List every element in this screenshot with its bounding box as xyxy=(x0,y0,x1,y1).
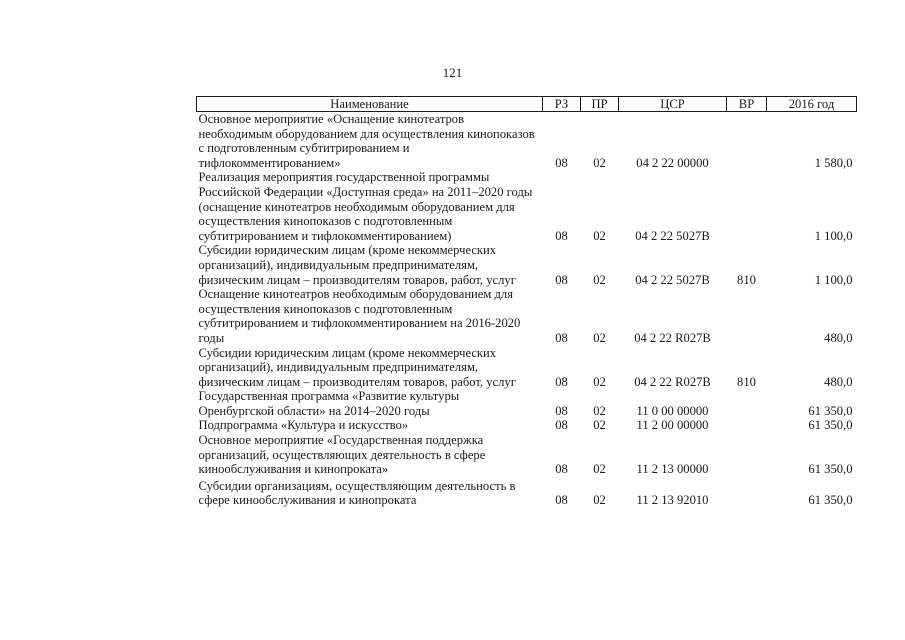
row-name: Субсидии юридическим лицам (кроме некоммерческих организаций), индивидуальным предпринимателям, физическим лицам – производителям товаров, работ, услуг xyxy=(198,345,516,389)
row-rz: 08 xyxy=(555,493,568,508)
table-row xyxy=(197,112,857,171)
header-name: Наименование xyxy=(197,97,543,112)
table-row xyxy=(197,346,857,390)
row-vr xyxy=(727,433,767,477)
row-pr: 02 xyxy=(593,272,606,287)
row-pr: 02 xyxy=(593,228,606,243)
header-year: 2016 год xyxy=(767,97,857,112)
header-rz: РЗ xyxy=(543,97,581,112)
row-pr: 02 xyxy=(593,403,606,418)
table-row xyxy=(197,287,857,345)
header-csr: ЦСР xyxy=(619,97,727,112)
row-name: Подпрограмма «Культура и искусство» xyxy=(198,418,409,433)
row-rz: 08 xyxy=(555,228,568,243)
row-amount: 61 350,0 xyxy=(808,418,853,433)
row-pr: 02 xyxy=(593,330,606,345)
row-pr: 02 xyxy=(593,493,606,508)
table-row xyxy=(197,477,857,508)
row-rz: 08 xyxy=(555,462,568,477)
row-csr: 04 2 22 R027В xyxy=(634,374,711,389)
row-amount: 61 350,0 xyxy=(808,462,853,477)
table-row xyxy=(197,170,857,243)
row-name: Оснащение кинотеатров необходимым оборудованием для осуществления кинопоказов с подготовленным субтитрированием и тифлокомментированием на 2016-2020 годы xyxy=(198,287,521,345)
row-amount: 1 100,0 xyxy=(814,228,853,243)
row-rz: 08 xyxy=(555,374,568,389)
row-vr xyxy=(727,112,767,171)
row-vr xyxy=(727,170,767,243)
header-vr: ВР xyxy=(727,97,767,112)
row-vr xyxy=(727,287,767,345)
row-vr: 810 xyxy=(737,374,756,389)
budget-table xyxy=(196,96,857,508)
row-csr: 11 0 00 00000 xyxy=(636,403,709,418)
row-name: Субсидии организациям, осуществляющим деятельность в сфере кинообслуживания и кинопроката xyxy=(198,478,516,508)
row-vr xyxy=(727,389,767,418)
table-body xyxy=(197,112,857,509)
row-amount: 480,0 xyxy=(824,330,853,345)
table-header xyxy=(197,97,857,112)
header-pr: ПР xyxy=(581,97,619,112)
row-name: Основное мероприятие «Государственная поддержка организаций, осуществляющих деятельность в сфере кинообслуживания и кинопроката» xyxy=(198,433,486,477)
header-row xyxy=(197,97,857,112)
row-vr xyxy=(727,477,767,508)
row-rz: 08 xyxy=(555,155,568,170)
row-rz: 08 xyxy=(555,418,568,433)
row-pr: 02 xyxy=(593,374,606,389)
row-amount: 61 350,0 xyxy=(808,403,853,418)
row-name: Государственная программа «Развитие культуры Оренбургской области» на 2014–2020 годы xyxy=(198,389,460,418)
row-rz: 08 xyxy=(555,403,568,418)
row-pr: 02 xyxy=(593,155,606,170)
row-rz: 08 xyxy=(555,272,568,287)
row-vr: 810 xyxy=(737,272,756,287)
row-vr xyxy=(727,418,767,433)
row-amount: 1 100,0 xyxy=(814,272,853,287)
row-csr: 04 2 22 5027В xyxy=(635,228,710,243)
row-csr: 11 2 13 92010 xyxy=(636,493,709,508)
row-rz: 08 xyxy=(555,330,568,345)
row-amount: 480,0 xyxy=(824,374,853,389)
table-row xyxy=(197,389,857,418)
table-row xyxy=(197,433,857,477)
row-name: Субсидии юридическим лицам (кроме некоммерческих организаций), индивидуальным предпринимателям, физическим лицам – производителям товаров, работ, услуг xyxy=(198,243,516,287)
row-csr: 04 2 22 00000 xyxy=(636,155,709,170)
table-row xyxy=(197,243,857,287)
table-row xyxy=(197,418,857,433)
row-name: Реализация мероприятия государственной программы Российской Федерации «Доступная среда» на 2011–2020 годы (оснащение кинотеатров необходимым оборудованием для осуществления кинопоказов с подготовленным субтитрированием и тифлокомментированием) xyxy=(198,170,533,243)
row-name: Основное мероприятие «Оснащение кинотеатров необходимым оборудованием для осуществления кинопоказов с подготовленным субтитрированием и тифлокомментированием» xyxy=(198,112,535,170)
row-amount: 61 350,0 xyxy=(808,493,853,508)
row-csr: 11 2 13 00000 xyxy=(636,462,709,477)
row-amount: 1 580,0 xyxy=(814,155,853,170)
row-pr: 02 xyxy=(593,418,606,433)
row-csr: 04 2 22 R027В xyxy=(634,330,711,345)
row-pr: 02 xyxy=(593,462,606,477)
row-csr: 04 2 22 5027В xyxy=(635,272,710,287)
row-csr: 11 2 00 00000 xyxy=(636,418,709,433)
page-number: 121 xyxy=(442,65,463,80)
